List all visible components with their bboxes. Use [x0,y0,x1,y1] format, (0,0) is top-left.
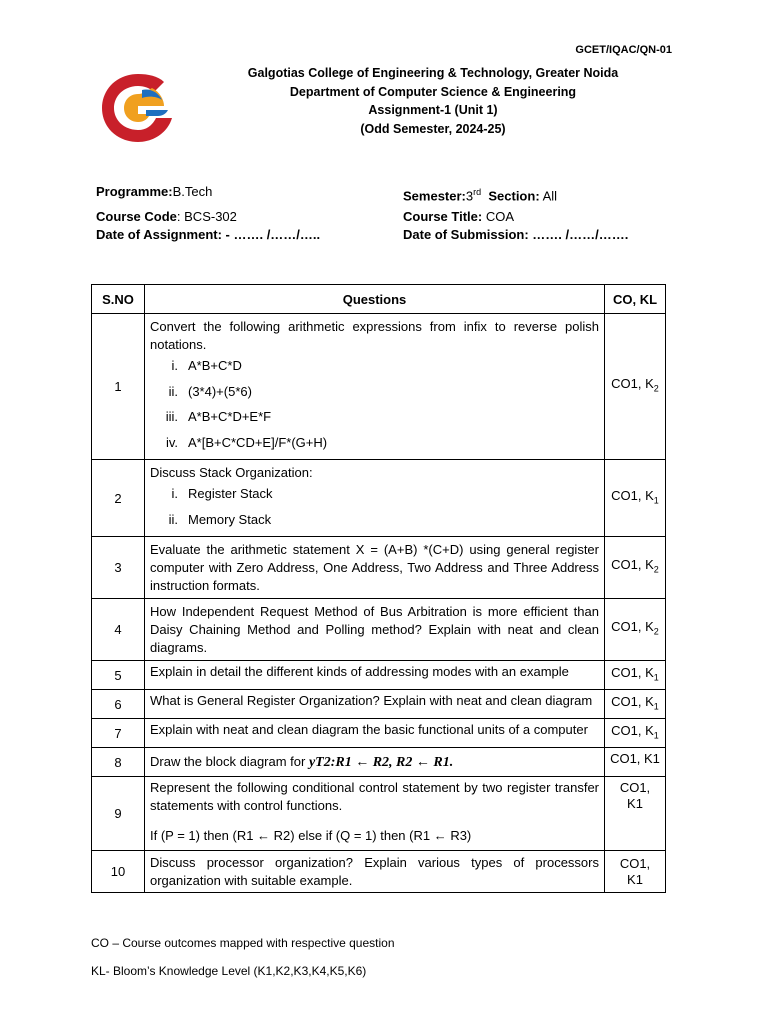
question-text: Discuss processor organization? Explain various types of processors organization with suitable example. [145,851,605,893]
list-item: iv. A*[B+C*CD+E]/F*(G+H) [165,434,328,450]
list-item: i. Register Stack [171,486,273,502]
question-text: Evaluate the arithmetic statement X = (A+B) *(C+D) using general register computer with Zero Address, One Address, Two Address and Three Address instruction formats. [145,537,605,599]
row-sno: 5 [92,661,145,690]
co-footnote: CO – Course outcomes mapped with respective question [91,936,395,950]
question-text: Convert the following arithmetic expressions from infix to reverse polish notations. i. A*B+C*D ii. (3*4)+(5*6) iii. A*B+C*D+E*F iv. A*[B+C*CD+E]/F*(G+H) [145,314,605,460]
co-kl-value: CO1, K1 [605,777,666,851]
co-kl-value: CO1, $K_1$ [605,661,666,690]
question-text: Explain in detail the different kinds of addressing modes with an example [145,661,605,690]
header-sno: S.NO [92,285,145,314]
question-text: Explain with neat and clean diagram the basic functional units of a computer [145,719,605,748]
row-sno: 9 [92,777,145,851]
row-sno: 3 [92,537,145,599]
questions-table [91,284,666,893]
row-sno: 6 [92,690,145,719]
row-sno: 8 [92,748,145,777]
list-item: ii. (3*4)+(5*6) [168,383,252,399]
row-sno: 10 [92,851,145,893]
question-text: Draw the block diagram for yT2:R1 ← R2, R2 ← R1. [145,748,605,777]
semester-line: Semester:3rd Section: All [403,187,558,204]
row-sno: 2 [92,460,145,537]
co-kl-value: CO1, $K_1$ [605,719,666,748]
document-code: GCET/IQAC/QN-01 [575,44,672,56]
document-header [200,64,666,138]
course-title-line: Course Title: COA [403,209,515,224]
table-row [92,537,666,599]
header-co-kl: CO, KL [605,285,666,314]
condition-statement: If (P = 1) then (R1 ← R2) else if (Q = 1) then (R1 ← R3) [150,828,472,843]
course-code-line: Course Code: BCS-302 [96,209,237,224]
co-kl-value: CO1, $K_2$ [605,599,666,661]
list-item: ii. Memory Stack [168,511,272,527]
table-row [92,314,666,460]
row-sno: 4 [92,599,145,661]
register-transfer-expression: yT2:R1 ← R2, R2 ← R1. [308,754,454,770]
college-logo-icon [98,70,178,144]
list-item: i. A*B+C*D [171,358,242,374]
college-name: Galgotias College of Engineering & Technology, Greater Noida [247,66,619,80]
assignment-title: Assignment-1 (Unit 1) [368,103,498,117]
question-text: Discuss Stack Organization: i. Register Stack ii. Memory Stack [145,460,605,537]
date-of-submission: Date of Submission: ……. /……/……. [403,227,629,242]
co-kl-value: CO1, $K_1$ [605,460,666,537]
table-row [92,460,666,537]
programme-line: Programme:B.Tech [96,184,213,199]
semester-term: (Odd Semester, 2024-25) [360,121,506,136]
list-item: iii. A*B+C*D+E*F [165,409,272,425]
table-row [92,690,666,719]
table-row [92,777,666,851]
date-of-assignment: Date of Assignment: - ……. /……/….. [96,227,321,242]
table-row [92,851,666,893]
table-row [92,748,666,777]
department-name: Department of Computer Science & Engineering [289,84,577,99]
co-kl-value: CO1, $K_2$ [605,314,666,460]
table-row [92,661,666,690]
question-text: How Independent Request Method of Bus Arbitration is more efficient than Daisy Chaining Method and Polling method? Explain with neat and clean diagrams. [145,599,605,661]
table-row [92,719,666,748]
header-questions: Questions [145,285,605,314]
question-text: What is General Register Organization? Explain with neat and clean diagram [145,690,605,719]
co-kl-value: CO1, $K_2$ [605,537,666,599]
row-sno: 1 [92,314,145,460]
question-text: Represent the following conditional control statement by two register transfer statements with control functions. If (P = 1) then (R1 ← R2) else if (Q = 1) then (R1 ← R3) [145,777,605,851]
co-kl-value: CO1, K1 [605,851,666,893]
kl-footnote: KL- Bloom’s Knowledge Level (K1,K2,K3,K4,K5,K6) [91,964,367,978]
co-kl-value: CO1, K1 [605,748,666,777]
co-kl-value: CO1, $K_1$ [605,690,666,719]
row-sno: 7 [92,719,145,748]
table-row [92,599,666,661]
table-header-row [92,285,666,314]
